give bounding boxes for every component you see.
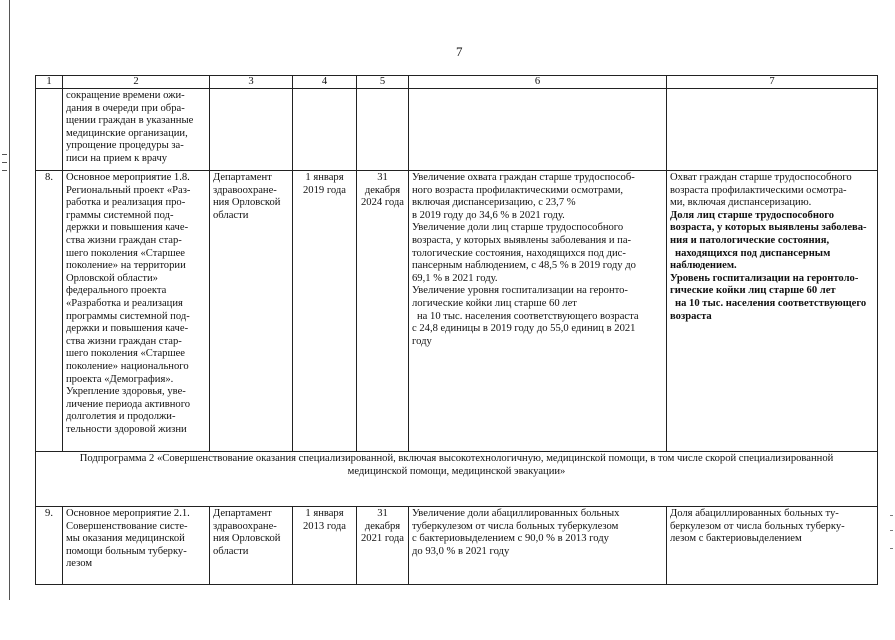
- text-line: области: [213, 545, 249, 557]
- indicator-cell: [667, 507, 878, 585]
- text-line: наблюдением.: [670, 260, 737, 272]
- text-line: туберкулезом от числа больных туберкулезом: [412, 520, 619, 532]
- text-line: 1 января: [305, 172, 344, 183]
- row-number: [36, 89, 63, 171]
- header-col-5: 5: [357, 76, 409, 89]
- edge-mark: [890, 530, 893, 531]
- expected-result-cell: [409, 89, 667, 171]
- text-line: ства жизни граждан стар-: [66, 335, 182, 347]
- text-line: 31: [377, 172, 388, 183]
- text-line: Совершенствование систе-: [66, 520, 188, 532]
- text-line: поколение» на территории: [66, 260, 186, 272]
- text-line: пансерным наблюдением, с 48,5 % в 2019 году до: [412, 260, 636, 272]
- measure-name-cell: [63, 171, 210, 452]
- table-row: [36, 171, 878, 452]
- text-line: Основное мероприятие 2.1.: [66, 508, 190, 519]
- header-row: [36, 76, 878, 89]
- binding-margin-rule: [9, 0, 10, 600]
- expected-result-cell: [409, 507, 667, 585]
- text-line: ния и патологические состояния,: [670, 234, 830, 246]
- text-line: лезом с бактериовыделением: [670, 533, 802, 545]
- text-line: Региональный проект «Раз-: [66, 184, 191, 196]
- expected-result-cell: [409, 171, 667, 452]
- text-line: здравоохране-: [213, 184, 277, 196]
- text-line: области: [213, 209, 249, 221]
- text-line: в 2019 году до 34,6 % в 2021 году.: [412, 209, 565, 221]
- text-line: гические койки лиц старше 60 лет: [670, 285, 836, 297]
- text-line: ния Орловской: [213, 197, 281, 209]
- start-date-cell: [293, 89, 357, 171]
- measures-table: [35, 75, 878, 585]
- text-line: Уровень госпитализации на геронтоло-: [670, 272, 859, 284]
- text-line: Подпрограмма 2 «Совершенствование оказания специализированной, включая высокотехнологичную, медицинской помощи, в том числе скорой специализированной: [79, 453, 834, 464]
- table-row: [36, 507, 878, 585]
- header-col-1: 1: [36, 76, 63, 89]
- edge-mark: [890, 515, 893, 516]
- text-line: ства жизни граждан стар-: [66, 234, 182, 246]
- text-line: держки и повышения каче-: [66, 323, 189, 335]
- text-line: Доля лиц старше трудоспособного: [670, 209, 835, 221]
- text-line: мы оказания медицинской: [66, 533, 185, 545]
- text-line: сокращение времени ожи-: [66, 90, 185, 101]
- header-col-7: 7: [667, 76, 878, 89]
- text-line: логические койки лиц старше 60 лет: [412, 297, 577, 309]
- text-line: 2024 года: [360, 197, 404, 209]
- text-line: на 10 тыс. населения соответствующего: [675, 297, 867, 309]
- text-line: упрощение процедуры за-: [66, 140, 184, 152]
- text-line: федерального проекта: [66, 285, 167, 297]
- text-line: Департамент: [213, 508, 272, 519]
- measure-name-cell: [63, 89, 210, 171]
- text-line: декабря: [364, 184, 401, 196]
- binding-marks: [2, 150, 8, 180]
- page-number: 7: [456, 44, 463, 59]
- row-number: 8.: [36, 171, 63, 452]
- text-line: лезом: [66, 558, 93, 570]
- text-line: ния Орловской: [213, 533, 281, 545]
- subprogram-row: [36, 452, 878, 507]
- text-line: тельности здоровой жизни: [66, 423, 187, 435]
- text-line: 2019 года: [302, 184, 346, 196]
- text-line: тологические состояния, находящихся под дис-: [412, 247, 626, 259]
- end-date-cell: [357, 171, 409, 452]
- text-line: дания в очереди при обра-: [66, 102, 185, 114]
- indicator-cell: [667, 171, 878, 452]
- row-number: 9.: [36, 507, 63, 585]
- text-line: поколение» национального: [66, 360, 189, 372]
- text-line: граммы системной под-: [66, 209, 174, 221]
- header-col-2: 2: [63, 76, 210, 89]
- header-col-3: 3: [210, 76, 293, 89]
- text-line: Доля абациллированных больных ту-: [670, 508, 839, 519]
- subprogram-title: [36, 452, 878, 507]
- text-line: до 93,0 % в 2021 году: [412, 545, 510, 557]
- executor-cell: [210, 171, 293, 452]
- text-line: включая диспансеризацию, с 23,7 %: [412, 197, 576, 209]
- text-line: возраста: [670, 310, 712, 322]
- text-line: на 10 тыс. населения соответствующего возраста: [417, 310, 639, 322]
- text-line: Департамент: [213, 172, 272, 183]
- header-col-6: 6: [409, 76, 667, 89]
- text-line: с бактериовыделением с 90,0 % в 2013 году: [412, 533, 609, 545]
- table-row: [36, 89, 878, 171]
- text-line: работка и реализация про-: [66, 197, 186, 209]
- text-line: 69,1 % в 2021 году.: [412, 272, 498, 284]
- text-line: с 24,8 единицы в 2019 году до 55,0 единиц в 2021: [412, 323, 636, 335]
- text-line: Увеличение уровня госпитализации на геронто-: [412, 285, 628, 297]
- start-date-cell: [293, 507, 357, 585]
- text-line: 2021 года: [360, 533, 404, 545]
- start-date-cell: [293, 171, 357, 452]
- text-line: «Разработка и реализация: [66, 297, 183, 309]
- edge-mark: [890, 548, 893, 549]
- text-line: 2013 года: [302, 520, 346, 532]
- text-line: медицинской помощи, медицинской эвакуации»: [347, 465, 566, 477]
- text-line: долголетия и продолжи-: [66, 411, 176, 423]
- end-date-cell: [357, 507, 409, 585]
- text-line: возраста, у которых выявлены заболева-: [670, 222, 867, 234]
- text-line: Орловской области»: [66, 272, 158, 284]
- text-line: Увеличение доли лиц старше трудоспособного: [412, 222, 624, 234]
- text-line: декабря: [364, 520, 401, 532]
- executor-cell: [210, 89, 293, 171]
- text-line: ми, включая диспансеризацию.: [670, 197, 812, 209]
- text-line: Увеличение охвата граждан старше трудоспособ-: [412, 172, 635, 183]
- text-line: медицинские организации,: [66, 127, 188, 139]
- text-line: Укрепление здоровья, уве-: [66, 386, 186, 398]
- text-line: помощи больным туберку-: [66, 545, 187, 557]
- text-line: году: [412, 335, 432, 347]
- text-line: здравоохране-: [213, 520, 277, 532]
- text-line: писи на прием к врачу: [66, 152, 168, 164]
- indicator-cell: [667, 89, 878, 171]
- text-line: возраста профилактическими осмотра-: [670, 184, 847, 196]
- text-line: личение периода активного: [66, 398, 191, 410]
- end-date-cell: [357, 89, 409, 171]
- text-line: проекта «Демография».: [66, 373, 174, 385]
- text-line: Основное мероприятие 1.8.: [66, 172, 190, 183]
- text-line: ного возраста профилактическими осмотрами,: [412, 184, 624, 196]
- text-line: Охват граждан старше трудоспособного: [670, 172, 852, 183]
- text-line: держки и повышения каче-: [66, 222, 189, 234]
- text-line: беркулезом от числа больных туберку-: [670, 520, 845, 532]
- text-line: шего поколения «Старшее: [66, 348, 186, 360]
- text-line: находящихся под диспансерным: [675, 247, 831, 259]
- executor-cell: [210, 507, 293, 585]
- text-line: шего поколения «Старшее: [66, 247, 186, 259]
- text-line: щении граждан в указанные: [66, 115, 194, 127]
- text-line: программы системной под-: [66, 310, 190, 322]
- text-line: Увеличение доли абациллированных больных: [412, 508, 620, 519]
- text-line: 31: [377, 508, 388, 519]
- measure-name-cell: [63, 507, 210, 585]
- text-line: возраста, у которых выявлены заболевания и па-: [412, 234, 632, 246]
- text-line: 1 января: [305, 508, 344, 519]
- header-col-4: 4: [293, 76, 357, 89]
